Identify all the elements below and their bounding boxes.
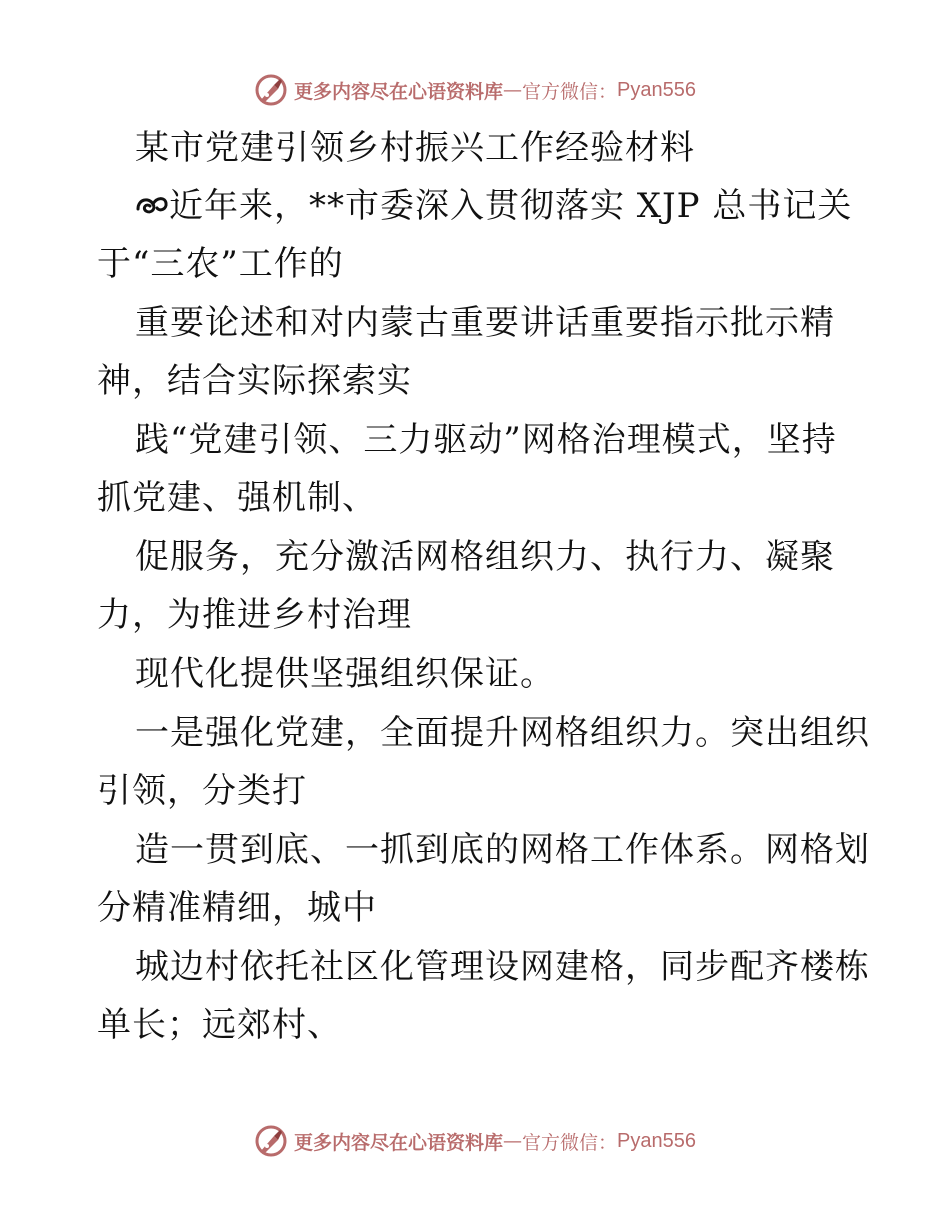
header-watermark <box>0 70 950 110</box>
paragraph-line-text: 近年来，**市委深入贯彻落实 XJP 总书记关 <box>169 186 853 226</box>
paragraph-line: 抓党建、强机制、 <box>97 478 377 518</box>
paragraph-line: 分精准精细，城中 <box>97 888 377 928</box>
paragraph-line: 引领，分类打 <box>97 771 307 811</box>
paragraph-line: 神，结合实际探索实 <box>97 361 412 401</box>
watermark-separator: — <box>503 79 523 101</box>
paragraph-line: 现代化提供坚强组织保证。 <box>135 654 555 694</box>
paragraph-line <box>135 186 852 226</box>
paragraph-line: 于“三农”工作的 <box>97 244 344 284</box>
paragraph-line: 城边村依托社区化管理设网建格，同步配齐楼栋 <box>135 947 870 987</box>
footer-watermark <box>0 1121 950 1161</box>
swirl-ornament-icon <box>135 189 169 219</box>
pen-nib-logo-icon <box>254 1124 288 1158</box>
watermark-wechat-id: Pyan556 <box>617 78 696 101</box>
watermark-wechat-label: 官方微信： <box>522 1131 618 1154</box>
paragraph-line: 力，为推进乡村治理 <box>97 595 412 635</box>
watermark-wechat-label: 官方微信： <box>522 80 618 103</box>
paragraph-line: 造一贯到底、一抓到底的网格工作体系。网格划 <box>135 830 870 870</box>
watermark-separator: — <box>503 1130 523 1152</box>
paragraph-line: 单长；远郊村、 <box>97 1005 342 1045</box>
paragraph-line: 践“党建引领、三力驱动”网格治理模式，坚持 <box>135 420 837 460</box>
paragraph-line: 促服务，充分激活网格组织力、执行力、凝聚 <box>135 537 835 577</box>
pen-nib-logo-icon <box>254 73 288 107</box>
watermark-wechat-id: Pyan556 <box>617 1129 696 1152</box>
watermark-text: 更多内容尽在心语资料库 <box>294 1131 504 1154</box>
paragraph-line: 一是强化党建，全面提升网格组织力。突出组织 <box>135 713 870 753</box>
paragraph-line: 重要论述和对内蒙古重要讲话重要指示批示精 <box>135 303 835 343</box>
document-title: 某市党建引领乡村振兴工作经验材料 <box>135 128 695 168</box>
watermark-text: 更多内容尽在心语资料库 <box>294 80 504 103</box>
